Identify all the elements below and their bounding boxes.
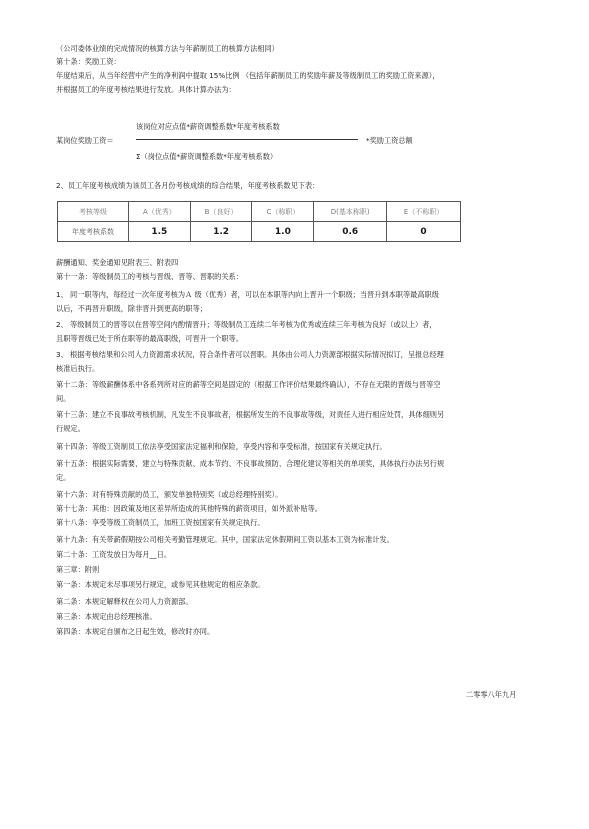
document-date: 二零零八年九月 [466,690,517,699]
article-11-item-3-cont: 核准后执行。 [56,364,100,373]
article-15: 第十五条：根据实际需要，建立与特殊贡献、成本节约、不良事故预防、合理化建议等相关的单项奖，具体执行办法另行规 [56,459,445,468]
article-11-title: 第十一条：等级制员工的考核与晋级、晋等、晋职的关系： [56,272,243,281]
intro-note: （公司委体业绩的完成情况的核算方法与年薪制员工的核算方法相同） [56,44,279,53]
supplementary-article-2: 第二条：本规定解释权在公司人力资源部。 [56,597,193,606]
formula-denominator: Σ（岗位点值*薪资调整系数*年度考核系数） [136,152,278,161]
chapter-3-title: 第三章：附则 [56,565,100,574]
supplementary-article-1: 第一条：本规定未尽事项另行规定，或参见其他规定的相应条款。 [56,580,265,589]
grade-cell: B（良好） [190,202,252,222]
article-14: 第十四条：等级工资制员工依法享受国家法定福利和保险，享受内容和享受标准，按国家有关规定执行。 [56,442,387,451]
article-15-cont: 定。 [56,473,71,482]
table-row [58,202,461,222]
coefficient-cell: 1.5 [129,222,191,242]
article-20: 第二十条：工资发放日为每月__日。 [56,550,172,559]
table-header-cell: 考核等级 [58,202,129,222]
grade-cell: C（称职） [252,202,314,222]
article-11-item-2-cont: 且职等晋级已处于所在职等的最高职级，可晋升一个职等。 [56,334,243,343]
supplementary-article-3: 第三条：本规定由总经理核准。 [56,612,157,621]
article-13-cont: 行规定。 [56,424,85,433]
article-17: 第十七条：其他：因政策及地区差异所造成的其他特殊的薪资项目，如外派补贴等。 [56,504,322,513]
article-19: 第十九条：有关带薪假期按公司相关考勤管理规定。其中，国家法定休假期间工资以基本工资为标准计发。 [56,535,394,544]
grade-cell: D(基本称职) [314,202,387,222]
table-row [58,222,461,242]
appraisal-coefficient-table [57,201,461,242]
formula-label: 某岗位奖励工资＝ [56,136,114,145]
table-row-label: 年度考核系数 [58,222,129,242]
article-10-paragraph: 年度结束后，从当年经营中产生的净利润中提取 15%比例 （包括年薪制员工的奖励年薪及等级制员工的奖励工资来源）， [56,71,440,80]
coefficient-cell: 0 [387,222,461,242]
grade-cell: A（优秀） [129,202,191,222]
article-18: 第十八条：享受等级工资制员工，加班工资按国家有关规定执行。 [56,518,265,527]
article-13: 第十三条：建立不良事故考核机制，凡发生不良事故者，根据所发生的不良事故等级，对责任人进行相应处罚，具体细则另 [56,410,445,419]
grade-cell: E（不称职） [387,202,461,222]
article-11-item-1: 1、 同一职等内，每经过一次年度考核为Ａ 级（优秀）者，可以在本职等内向上晋升一个职级；当晋升到本职等最高职级 [56,290,439,299]
formula-multiplier: *奖励工资总额 [366,136,413,145]
article-16: 第十六条：对有特殊贡献的员工，颁发单独特别奖（或总经理特别奖）。 [56,490,283,499]
supplementary-article-4: 第四条：本规定自颁布之日起生效，修改时亦同。 [56,627,215,636]
coefficient-cell: 0.6 [314,222,387,242]
formula-numerator: 该岗位对应点值*薪资调整系数*年度考核系数 [136,122,280,131]
article-11-item-2: 2、 等级制员工的晋等以在晋等空间内酌情晋升；等级制员工连续二年考核为优秀或连续三年考核为良好（或以上）者， [56,320,437,329]
article-11-item-1-cont: 以后，不再晋升职级，除非晋升到更高的职等； [56,304,207,313]
formula-fraction-bar [136,139,358,140]
article-12: 第十二条：等级薪酬体系中各系列所对应的薪等空间是固定的（根据工作评价结果最终确认），不存在无限的晋级与晋等空 [56,380,441,389]
article-12-cont: 间。 [56,394,71,403]
article-10-paragraph-cont: 并根据员工的年度考核结果进行发放。具体计算办法为： [56,85,236,94]
item-2-text: 2、员工年度考核成绩为该员工各月份考核成绩的综合结果，年度考核系数见下表： [56,181,320,190]
coefficient-cell: 1.2 [190,222,252,242]
article-10-title: 第十条：奖励工资： [56,57,121,66]
coefficient-cell: 1.0 [252,222,314,242]
article-11-item-3: 3、 根据考核结果和公司人力资源需求状况，符合条件者可以晋职。具体由公司人力资源部根据实际情况拟订，呈报总经理 [56,350,444,359]
notice-line: 薪酬通知、奖金通知见附表三、附表四 [56,258,179,267]
